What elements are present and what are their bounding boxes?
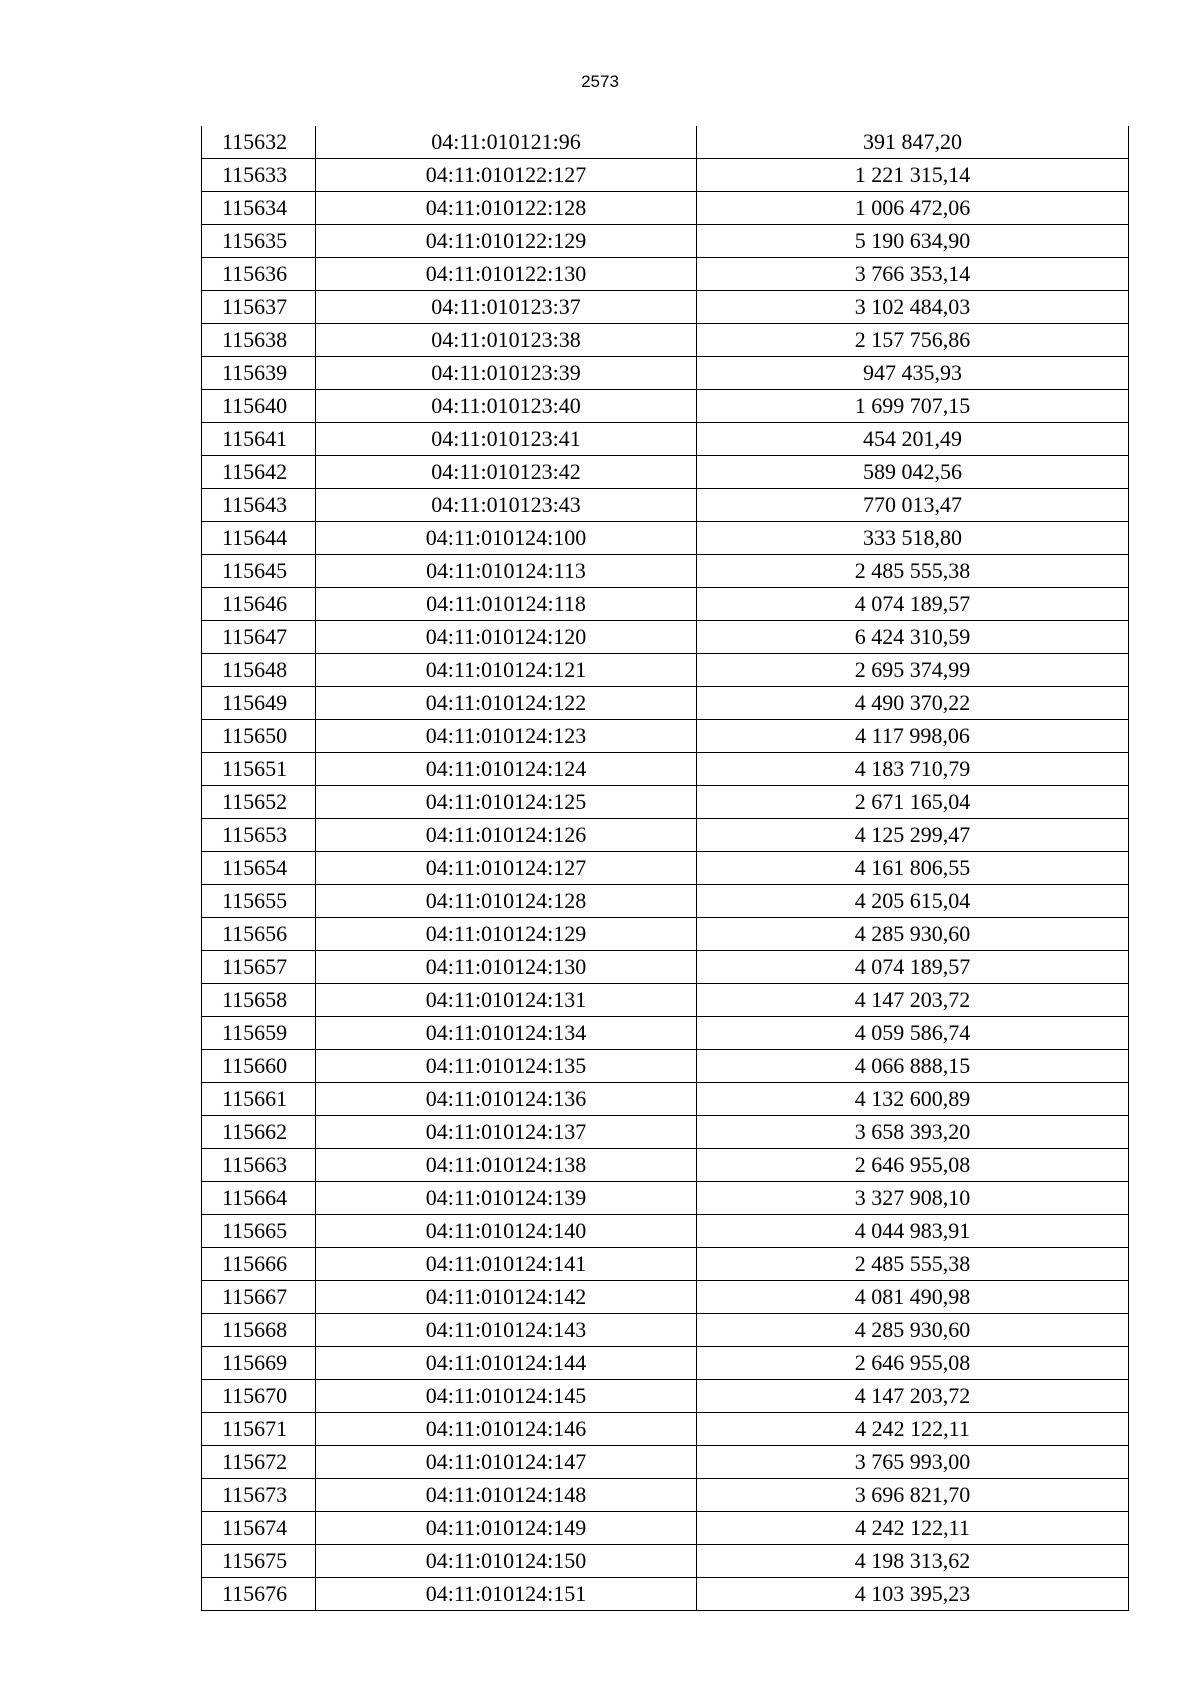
cadastral-number-cell: 04:11:010124:149 bbox=[316, 1512, 697, 1545]
value-cell: 4 490 370,22 bbox=[697, 687, 1129, 720]
cadastral-number-cell: 04:11:010124:148 bbox=[316, 1479, 697, 1512]
cadastral-number-cell: 04:11:010123:40 bbox=[316, 390, 697, 423]
value-cell: 1 006 472,06 bbox=[697, 192, 1129, 225]
cadastral-number-cell: 04:11:010124:144 bbox=[316, 1347, 697, 1380]
value-cell: 3 102 484,03 bbox=[697, 291, 1129, 324]
value-cell: 4 059 586,74 bbox=[697, 1017, 1129, 1050]
table-row bbox=[202, 522, 1129, 555]
value-cell: 4 285 930,60 bbox=[697, 918, 1129, 951]
row-number-cell: 115648 bbox=[202, 654, 316, 687]
cadastral-number-cell: 04:11:010121:96 bbox=[316, 126, 697, 159]
row-number-cell: 115658 bbox=[202, 984, 316, 1017]
cadastral-number-cell: 04:11:010122:128 bbox=[316, 192, 697, 225]
row-number-cell: 115634 bbox=[202, 192, 316, 225]
page-number: 2573 bbox=[581, 72, 619, 91]
table-row bbox=[202, 1248, 1129, 1281]
registry-table-container bbox=[201, 126, 1128, 1611]
table-row bbox=[202, 819, 1129, 852]
table-row bbox=[202, 390, 1129, 423]
value-cell: 4 074 189,57 bbox=[697, 951, 1129, 984]
row-number-cell: 115662 bbox=[202, 1116, 316, 1149]
cadastral-number-cell: 04:11:010123:37 bbox=[316, 291, 697, 324]
row-number-cell: 115659 bbox=[202, 1017, 316, 1050]
cadastral-number-cell: 04:11:010123:41 bbox=[316, 423, 697, 456]
cadastral-number-cell: 04:11:010122:130 bbox=[316, 258, 697, 291]
row-number-cell: 115637 bbox=[202, 291, 316, 324]
value-cell: 6 424 310,59 bbox=[697, 621, 1129, 654]
value-cell: 5 190 634,90 bbox=[697, 225, 1129, 258]
value-cell: 947 435,93 bbox=[697, 357, 1129, 390]
value-cell: 2 485 555,38 bbox=[697, 1248, 1129, 1281]
value-cell: 2 157 756,86 bbox=[697, 324, 1129, 357]
value-cell: 2 695 374,99 bbox=[697, 654, 1129, 687]
table-row bbox=[202, 357, 1129, 390]
cadastral-number-cell: 04:11:010124:135 bbox=[316, 1050, 697, 1083]
cadastral-number-cell: 04:11:010124:128 bbox=[316, 885, 697, 918]
table-row bbox=[202, 258, 1129, 291]
value-cell: 333 518,80 bbox=[697, 522, 1129, 555]
cadastral-number-cell: 04:11:010124:136 bbox=[316, 1083, 697, 1116]
cadastral-number-cell: 04:11:010124:151 bbox=[316, 1578, 697, 1611]
row-number-cell: 115653 bbox=[202, 819, 316, 852]
row-number-cell: 115655 bbox=[202, 885, 316, 918]
row-number-cell: 115673 bbox=[202, 1479, 316, 1512]
cadastral-number-cell: 04:11:010124:138 bbox=[316, 1149, 697, 1182]
value-cell: 4 161 806,55 bbox=[697, 852, 1129, 885]
cadastral-number-cell: 04:11:010124:130 bbox=[316, 951, 697, 984]
table-row bbox=[202, 951, 1129, 984]
table-row bbox=[202, 1314, 1129, 1347]
table-row bbox=[202, 654, 1129, 687]
cadastral-number-cell: 04:11:010124:141 bbox=[316, 1248, 697, 1281]
table-row bbox=[202, 753, 1129, 786]
row-number-cell: 115676 bbox=[202, 1578, 316, 1611]
cadastral-number-cell: 04:11:010124:134 bbox=[316, 1017, 697, 1050]
table-row bbox=[202, 1182, 1129, 1215]
cadastral-number-cell: 04:11:010124:127 bbox=[316, 852, 697, 885]
row-number-cell: 115632 bbox=[202, 126, 316, 159]
value-cell: 4 147 203,72 bbox=[697, 1380, 1129, 1413]
value-cell: 2 646 955,08 bbox=[697, 1347, 1129, 1380]
table-row bbox=[202, 852, 1129, 885]
cadastral-number-cell: 04:11:010124:122 bbox=[316, 687, 697, 720]
row-number-cell: 115675 bbox=[202, 1545, 316, 1578]
cadastral-number-cell: 04:11:010124:142 bbox=[316, 1281, 697, 1314]
row-number-cell: 115674 bbox=[202, 1512, 316, 1545]
row-number-cell: 115640 bbox=[202, 390, 316, 423]
cadastral-number-cell: 04:11:010122:129 bbox=[316, 225, 697, 258]
value-cell: 4 198 313,62 bbox=[697, 1545, 1129, 1578]
row-number-cell: 115661 bbox=[202, 1083, 316, 1116]
row-number-cell: 115647 bbox=[202, 621, 316, 654]
table-row bbox=[202, 291, 1129, 324]
row-number-cell: 115651 bbox=[202, 753, 316, 786]
cadastral-number-cell: 04:11:010122:127 bbox=[316, 159, 697, 192]
cadastral-number-cell: 04:11:010124:118 bbox=[316, 588, 697, 621]
table-row bbox=[202, 885, 1129, 918]
value-cell: 3 696 821,70 bbox=[697, 1479, 1129, 1512]
cadastral-number-cell: 04:11:010124:145 bbox=[316, 1380, 697, 1413]
value-cell: 4 117 998,06 bbox=[697, 720, 1129, 753]
value-cell: 4 066 888,15 bbox=[697, 1050, 1129, 1083]
registry-table-body bbox=[202, 126, 1129, 1611]
table-row bbox=[202, 1413, 1129, 1446]
cadastral-number-cell: 04:11:010124:131 bbox=[316, 984, 697, 1017]
row-number-cell: 115663 bbox=[202, 1149, 316, 1182]
table-row bbox=[202, 1347, 1129, 1380]
cadastral-number-cell: 04:11:010123:42 bbox=[316, 456, 697, 489]
row-number-cell: 115656 bbox=[202, 918, 316, 951]
cadastral-number-cell: 04:11:010124:137 bbox=[316, 1116, 697, 1149]
row-number-cell: 115635 bbox=[202, 225, 316, 258]
row-number-cell: 115636 bbox=[202, 258, 316, 291]
table-row bbox=[202, 159, 1129, 192]
value-cell: 2 646 955,08 bbox=[697, 1149, 1129, 1182]
value-cell: 4 125 299,47 bbox=[697, 819, 1129, 852]
row-number-cell: 115666 bbox=[202, 1248, 316, 1281]
value-cell: 3 765 993,00 bbox=[697, 1446, 1129, 1479]
value-cell: 1 221 315,14 bbox=[697, 159, 1129, 192]
cadastral-number-cell: 04:11:010124:139 bbox=[316, 1182, 697, 1215]
row-number-cell: 115667 bbox=[202, 1281, 316, 1314]
row-number-cell: 115643 bbox=[202, 489, 316, 522]
table-row bbox=[202, 621, 1129, 654]
row-number-cell: 115672 bbox=[202, 1446, 316, 1479]
value-cell: 589 042,56 bbox=[697, 456, 1129, 489]
table-row bbox=[202, 1479, 1129, 1512]
row-number-cell: 115671 bbox=[202, 1413, 316, 1446]
row-number-cell: 115660 bbox=[202, 1050, 316, 1083]
value-cell: 4 183 710,79 bbox=[697, 753, 1129, 786]
cadastral-number-cell: 04:11:010124:113 bbox=[316, 555, 697, 588]
row-number-cell: 115657 bbox=[202, 951, 316, 984]
cadastral-number-cell: 04:11:010123:39 bbox=[316, 357, 697, 390]
row-number-cell: 115649 bbox=[202, 687, 316, 720]
cadastral-number-cell: 04:11:010124:120 bbox=[316, 621, 697, 654]
row-number-cell: 115642 bbox=[202, 456, 316, 489]
cadastral-number-cell: 04:11:010123:43 bbox=[316, 489, 697, 522]
value-cell: 4 132 600,89 bbox=[697, 1083, 1129, 1116]
table-row bbox=[202, 1512, 1129, 1545]
row-number-cell: 115650 bbox=[202, 720, 316, 753]
table-row bbox=[202, 1149, 1129, 1182]
row-number-cell: 115665 bbox=[202, 1215, 316, 1248]
cadastral-number-cell: 04:11:010124:140 bbox=[316, 1215, 697, 1248]
table-row bbox=[202, 423, 1129, 456]
value-cell: 4 074 189,57 bbox=[697, 588, 1129, 621]
table-row bbox=[202, 786, 1129, 819]
cadastral-number-cell: 04:11:010124:125 bbox=[316, 786, 697, 819]
row-number-cell: 115670 bbox=[202, 1380, 316, 1413]
row-number-cell: 115654 bbox=[202, 852, 316, 885]
cadastral-number-cell: 04:11:010124:124 bbox=[316, 753, 697, 786]
value-cell: 4 242 122,11 bbox=[697, 1512, 1129, 1545]
table-row bbox=[202, 1050, 1129, 1083]
table-row bbox=[202, 1281, 1129, 1314]
cadastral-number-cell: 04:11:010124:123 bbox=[316, 720, 697, 753]
row-number-cell: 115641 bbox=[202, 423, 316, 456]
table-row bbox=[202, 126, 1129, 159]
row-number-cell: 115646 bbox=[202, 588, 316, 621]
cadastral-number-cell: 04:11:010124:150 bbox=[316, 1545, 697, 1578]
value-cell: 4 285 930,60 bbox=[697, 1314, 1129, 1347]
table-row bbox=[202, 456, 1129, 489]
value-cell: 4 242 122,11 bbox=[697, 1413, 1129, 1446]
row-number-cell: 115669 bbox=[202, 1347, 316, 1380]
table-row bbox=[202, 984, 1129, 1017]
value-cell: 454 201,49 bbox=[697, 423, 1129, 456]
value-cell: 3 327 908,10 bbox=[697, 1182, 1129, 1215]
value-cell: 1 699 707,15 bbox=[697, 390, 1129, 423]
cadastral-number-cell: 04:11:010124:146 bbox=[316, 1413, 697, 1446]
row-number-cell: 115645 bbox=[202, 555, 316, 588]
registry-table bbox=[201, 126, 1129, 1611]
value-cell: 4 044 983,91 bbox=[697, 1215, 1129, 1248]
cadastral-number-cell: 04:11:010124:126 bbox=[316, 819, 697, 852]
value-cell: 391 847,20 bbox=[697, 126, 1129, 159]
table-row bbox=[202, 1215, 1129, 1248]
cadastral-number-cell: 04:11:010124:129 bbox=[316, 918, 697, 951]
cadastral-number-cell: 04:11:010124:100 bbox=[316, 522, 697, 555]
cadastral-number-cell: 04:11:010124:143 bbox=[316, 1314, 697, 1347]
value-cell: 3 658 393,20 bbox=[697, 1116, 1129, 1149]
cadastral-number-cell: 04:11:010124:147 bbox=[316, 1446, 697, 1479]
row-number-cell: 115639 bbox=[202, 357, 316, 390]
value-cell: 4 103 395,23 bbox=[697, 1578, 1129, 1611]
row-number-cell: 115644 bbox=[202, 522, 316, 555]
value-cell: 4 205 615,04 bbox=[697, 885, 1129, 918]
table-row bbox=[202, 918, 1129, 951]
table-row bbox=[202, 192, 1129, 225]
row-number-cell: 115668 bbox=[202, 1314, 316, 1347]
table-row bbox=[202, 1446, 1129, 1479]
table-row bbox=[202, 1017, 1129, 1050]
value-cell: 770 013,47 bbox=[697, 489, 1129, 522]
row-number-cell: 115652 bbox=[202, 786, 316, 819]
value-cell: 3 766 353,14 bbox=[697, 258, 1129, 291]
value-cell: 2 485 555,38 bbox=[697, 555, 1129, 588]
row-number-cell: 115638 bbox=[202, 324, 316, 357]
value-cell: 4 147 203,72 bbox=[697, 984, 1129, 1017]
cadastral-number-cell: 04:11:010124:121 bbox=[316, 654, 697, 687]
table-row bbox=[202, 1545, 1129, 1578]
table-row bbox=[202, 324, 1129, 357]
table-row bbox=[202, 489, 1129, 522]
value-cell: 2 671 165,04 bbox=[697, 786, 1129, 819]
value-cell: 4 081 490,98 bbox=[697, 1281, 1129, 1314]
table-row bbox=[202, 1116, 1129, 1149]
table-row bbox=[202, 687, 1129, 720]
table-row bbox=[202, 1380, 1129, 1413]
table-row bbox=[202, 225, 1129, 258]
row-number-cell: 115633 bbox=[202, 159, 316, 192]
table-row bbox=[202, 720, 1129, 753]
table-row bbox=[202, 555, 1129, 588]
row-number-cell: 115664 bbox=[202, 1182, 316, 1215]
table-row bbox=[202, 588, 1129, 621]
cadastral-number-cell: 04:11:010123:38 bbox=[316, 324, 697, 357]
table-row bbox=[202, 1578, 1129, 1611]
table-row bbox=[202, 1083, 1129, 1116]
